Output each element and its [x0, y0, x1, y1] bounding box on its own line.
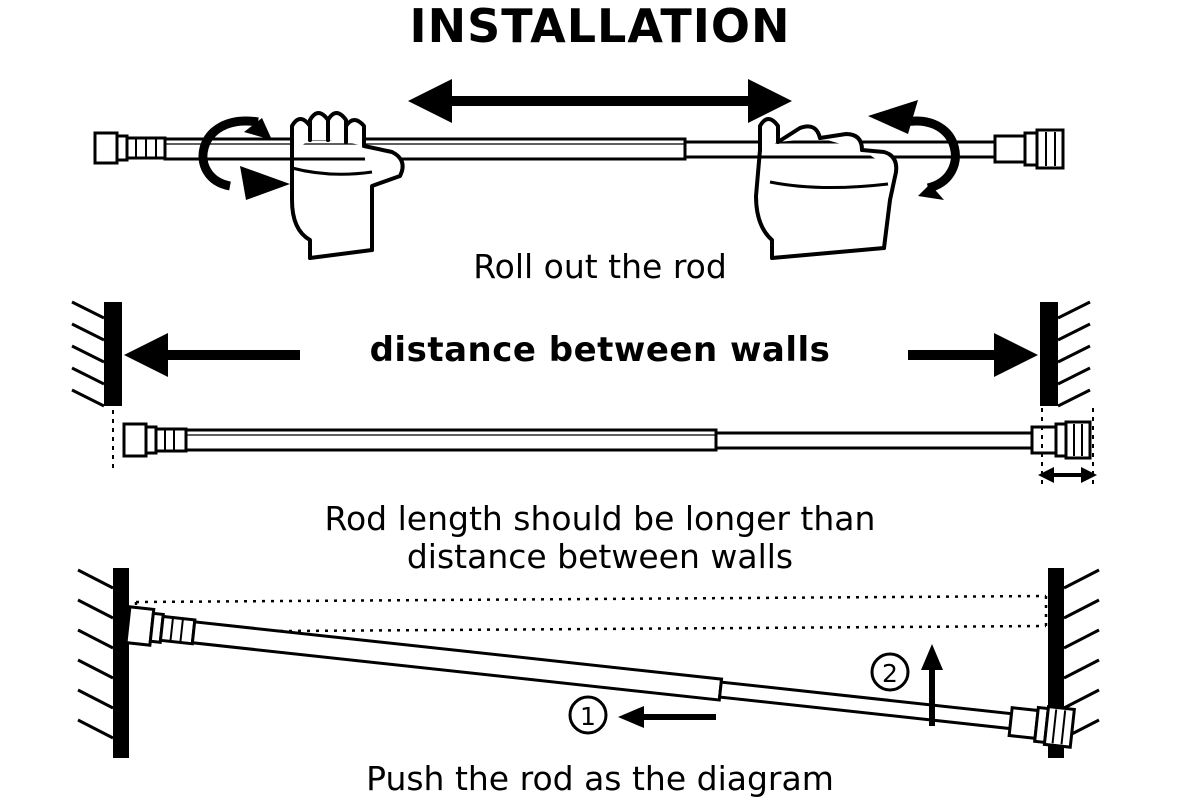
step-3-illustration — [78, 568, 1099, 758]
hand-right-detail — [770, 182, 888, 188]
step-2-caption-line-2: distance between walls — [406, 537, 794, 576]
page-title: INSTALLATION — [409, 0, 791, 53]
hand-left-icon — [292, 113, 403, 258]
extend-double-arrow-icon — [408, 79, 792, 123]
step-1-illustration — [95, 79, 1063, 258]
wall-left-step-3 — [78, 568, 129, 758]
step-marker-1 — [570, 697, 716, 733]
step-2-caption-line-1: Rod length should be longer than — [324, 499, 876, 538]
step-3-caption: Push the rod as the diagram — [366, 759, 834, 798]
dotted-final-position-outline — [136, 596, 1046, 632]
overhang-measure-arrow-icon — [1038, 467, 1097, 483]
step-2-caption — [0, 500, 1200, 576]
rod-end-cap-left — [95, 133, 165, 163]
twist-arrow-left-head — [240, 166, 290, 200]
twist-arrow-right-head — [868, 100, 918, 134]
rod-step-2 — [124, 422, 1090, 458]
rod-tube-outer — [165, 139, 685, 159]
hand-left-detail — [292, 168, 372, 174]
step-1-caption: Roll out the rod — [473, 247, 727, 286]
svg-text:1: 1 — [580, 702, 596, 731]
distance-between-walls-label: distance between walls — [369, 330, 831, 370]
rod-end-cap-right — [995, 130, 1063, 168]
rod-tube-inner — [685, 142, 995, 157]
svg-text:2: 2 — [882, 659, 898, 688]
